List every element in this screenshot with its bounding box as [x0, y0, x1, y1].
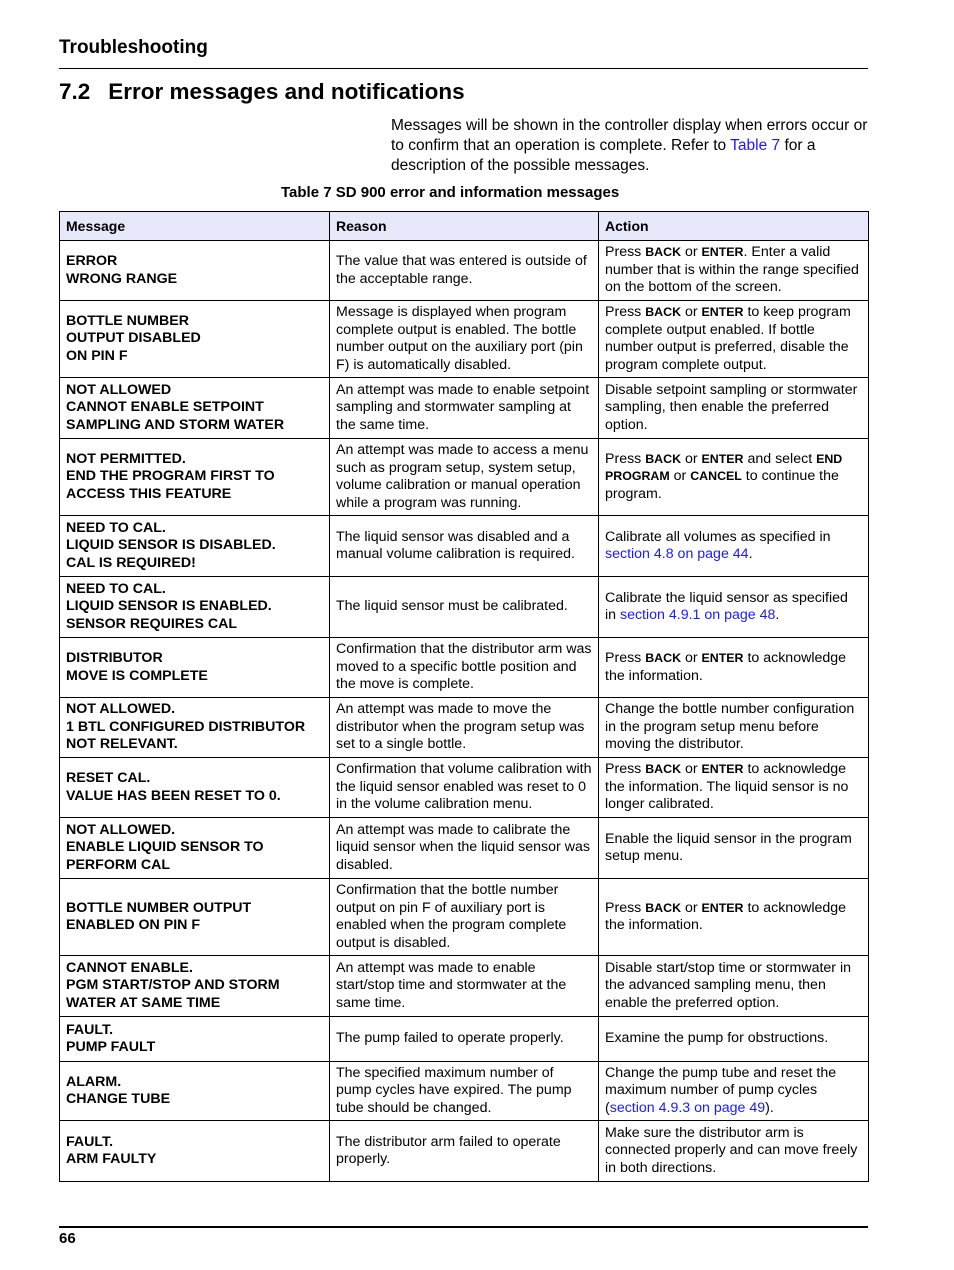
action-text: or [669, 468, 691, 485]
message-line: ERROR [66, 253, 118, 269]
action-text: to acknowledge the information. The liquid sensor is no longer calibrated. [605, 761, 849, 813]
key-label: ENTER [701, 245, 744, 260]
action-text: to acknowledge the information. [605, 899, 847, 933]
action-text: or [681, 450, 702, 467]
key-label: ENTER [701, 305, 744, 319]
section-title: Error messages and notifications [108, 79, 465, 104]
message-line: OUTPUT DISABLED [66, 330, 201, 347]
page-number: 66 [59, 1230, 76, 1247]
message-cell [60, 956, 330, 1017]
table-7-link[interactable]: Table 7 [730, 137, 781, 154]
message-cell [60, 758, 330, 818]
message-line: NOT ALLOWED. [66, 701, 176, 718]
action-text: Press [605, 244, 646, 261]
action-text: to acknowledge the information. [605, 650, 847, 684]
action-text: Make sure the distributor arm is connected properly and can move freely in both directions. [605, 1124, 858, 1176]
footer-divider [59, 1226, 868, 1228]
message-line: PUMP FAULT [66, 1039, 156, 1055]
table-caption: Table 7 SD 900 error and information messages [281, 184, 620, 201]
key-label: BACK [645, 451, 682, 466]
key-label: BACK [645, 651, 682, 665]
message-cell [60, 638, 330, 698]
message-line: END THE PROGRAM FIRST TO ACCESS THIS FEATURE [66, 468, 275, 502]
action-cell [599, 956, 869, 1017]
intro-text-before: Messages will be shown in the controller display when errors occur or to confirm that an operation is complete. Refer to [391, 117, 868, 154]
table-row [60, 1121, 869, 1182]
action-text: or [681, 650, 702, 666]
message-line: WRONG RANGE [66, 270, 178, 287]
key-label: BACK [645, 762, 682, 777]
message-line: LIQUID SENSOR IS DISABLED. [66, 537, 276, 554]
message-cell [60, 439, 330, 516]
action-text: or [681, 899, 702, 916]
message-cell [60, 516, 330, 577]
action-text: ). [765, 1099, 774, 1116]
cross-reference-link[interactable]: section 4.9.1 on page 48 [619, 607, 776, 623]
message-line: NOT ALLOWED [66, 381, 172, 398]
reason-cell: An attempt was made to calibrate the liquid sensor when the liquid sensor was disabled. [330, 818, 599, 879]
action-text: to keep program complete output enabled. If bottle number output is preferred, disable the program complete output. [605, 304, 851, 373]
key-label: CANCEL [690, 469, 742, 484]
column-header-reason: Reason [330, 212, 599, 241]
column-header-action: Action [599, 212, 869, 241]
key-label: BACK [645, 305, 682, 319]
intro-text-after: for a description of the possible messages. [391, 137, 816, 174]
message-line: MOVE IS COMPLETE [66, 667, 208, 684]
message-cell [60, 698, 330, 758]
action-text: Disable setpoint sampling or stormwater sampling, then enable the preferred option. [605, 381, 858, 433]
action-text: Change the bottle number configuration in the program setup menu before moving the distributor. [605, 701, 855, 753]
message-line: RESET CAL. [66, 770, 151, 786]
message-line: ENABLE LIQUID SENSOR TO PERFORM CAL [66, 839, 264, 873]
message-line: LIQUID SENSOR IS ENABLED. SENSOR REQUIRES CAL [66, 598, 272, 632]
action-text: Disable start/stop time or stormwater in the advanced sampling menu, then enable the preferred option. [605, 959, 851, 1011]
key-label: ENTER [701, 451, 744, 466]
reason-cell: The value that was entered is outside of the acceptable range. [330, 241, 599, 301]
reason-cell: The liquid sensor was disabled and a manual volume calibration is required. [330, 516, 599, 577]
key-label: ENTER [701, 762, 744, 777]
action-cell [599, 879, 869, 956]
action-cell [599, 638, 869, 698]
reason-cell: Message is displayed when program complete output is enabled. The bottle number output on the auxiliary port (pin F) is automatically disabled. [330, 301, 599, 378]
action-cell [599, 758, 869, 818]
message-line: BOTTLE NUMBER [66, 312, 189, 329]
action-cell [599, 301, 869, 378]
message-line: BOTTLE NUMBER OUTPUT ENABLED ON PIN F [66, 899, 252, 933]
message-cell [60, 378, 330, 439]
action-text: Press [605, 899, 646, 916]
section-header-title: Troubleshooting [59, 37, 208, 58]
key-label: BACK [645, 900, 682, 915]
action-text: or [681, 304, 702, 320]
key-label: END PROGRAM [605, 451, 843, 484]
action-cell [599, 378, 869, 439]
action-cell [599, 1017, 869, 1062]
message-cell [60, 1062, 330, 1121]
message-line: CANNOT ENABLE. [66, 959, 193, 976]
action-text: and select [743, 450, 817, 467]
message-cell [60, 818, 330, 879]
table-row [60, 516, 869, 577]
action-text: Press [605, 304, 646, 320]
table-row [60, 818, 869, 879]
reason-cell: An attempt was made to enable start/stop time and stormwater at the same time. [330, 956, 599, 1017]
reason-cell: An attempt was made to enable setpoint sampling and stormwater sampling at the same time. [330, 378, 599, 439]
message-cell [60, 1121, 330, 1182]
table-row [60, 1062, 869, 1121]
message-cell [60, 241, 330, 301]
action-cell [599, 241, 869, 301]
message-line: DISTRIBUTOR [66, 650, 163, 666]
action-text: or [681, 761, 702, 778]
reason-cell: Confirmation that volume calibration with the liquid sensor enabled was reset to 0 in the volume calibration menu. [330, 758, 599, 818]
table-row [60, 439, 869, 516]
cross-reference-link[interactable]: section 4.8 on page 44 [605, 546, 749, 562]
table-row [60, 301, 869, 378]
message-cell [60, 577, 330, 638]
action-cell [599, 516, 869, 577]
action-text: Examine the pump for obstructions. [605, 1030, 829, 1047]
key-label: ENTER [701, 651, 744, 665]
key-label: BACK [645, 245, 682, 260]
section-heading [59, 79, 465, 105]
action-cell [599, 1121, 869, 1182]
action-cell [599, 698, 869, 758]
action-cell [599, 1062, 869, 1121]
action-cell [599, 577, 869, 638]
message-line: ON PIN F [66, 347, 128, 364]
table-row [60, 1017, 869, 1062]
message-line: NOT PERMITTED. [66, 450, 186, 467]
message-line: NOT ALLOWED. [66, 821, 176, 838]
table-row [60, 758, 869, 818]
reason-cell: Confirmation that the distributor arm was moved to a specific bottle position and the move is complete. [330, 638, 599, 698]
action-text: . [748, 546, 753, 562]
action-text: Calibrate the liquid sensor as specified in [605, 589, 848, 623]
reason-cell: Confirmation that the bottle number output on pin F of auxiliary port is enabled when the program complete output is disabled. [330, 879, 599, 956]
reason-cell: The distributor arm failed to operate properly. [330, 1121, 599, 1182]
message-line: FAULT. [66, 1021, 114, 1038]
column-header-message: Message [60, 212, 330, 241]
message-line: CANNOT ENABLE SETPOINT SAMPLING AND STORM WATER [66, 399, 285, 433]
error-messages-table [59, 211, 869, 1182]
table-row [60, 698, 869, 758]
action-text: Calibrate all volumes as specified in [605, 528, 831, 545]
reason-cell: The pump failed to operate properly. [330, 1017, 599, 1062]
reason-cell: The liquid sensor must be calibrated. [330, 577, 599, 638]
header-divider [59, 68, 868, 69]
table-row [60, 577, 869, 638]
message-cell [60, 1017, 330, 1062]
message-line: ALARM. [66, 1073, 122, 1090]
reason-cell: The specified maximum number of pump cycles have expired. The pump tube should be changed. [330, 1062, 599, 1121]
action-text: Press [605, 761, 646, 778]
action-text: Press [605, 450, 646, 467]
action-text: Press [605, 650, 646, 666]
message-line: PGM START/STOP AND STORM WATER AT SAME TIME [66, 977, 280, 1011]
reason-cell: An attempt was made to move the distributor when the program setup was set to a single bottle. [330, 698, 599, 758]
message-line: FAULT. [66, 1133, 114, 1150]
message-line: CHANGE TUBE [66, 1091, 171, 1107]
action-text: Change the pump tube and reset the maximum number of pump cycles ( [605, 1064, 837, 1116]
intro-paragraph [391, 116, 868, 176]
table-row [60, 241, 869, 301]
action-text: to continue the program. [605, 468, 839, 502]
message-line: NEED TO CAL. [66, 580, 166, 597]
action-cell [599, 818, 869, 879]
table-row [60, 638, 869, 698]
table-row [60, 378, 869, 439]
table-header-row [60, 212, 869, 241]
message-cell [60, 879, 330, 956]
message-line: VALUE HAS BEEN RESET TO 0. [66, 787, 281, 804]
reason-cell: An attempt was made to access a menu such as program setup, system setup, volume calibration or manual operation while a program was running. [330, 439, 599, 516]
key-label: ENTER [701, 900, 744, 915]
action-cell [599, 439, 869, 516]
message-line: CAL IS REQUIRED! [66, 554, 196, 571]
message-line: NEED TO CAL. [66, 519, 166, 536]
action-text: . Enter a valid number that is within the range specified on the bottom of the screen. [605, 244, 859, 296]
action-text: . [775, 607, 780, 623]
table-row [60, 879, 869, 956]
message-line: ARM FAULTY [66, 1151, 157, 1167]
section-number: 7.2 [59, 79, 91, 104]
message-line: 1 BTL CONFIGURED DISTRIBUTOR NOT RELEVANT. [66, 718, 306, 753]
message-cell [60, 301, 330, 378]
action-text: Enable the liquid sensor in the program setup menu. [605, 830, 852, 864]
table-row [60, 956, 869, 1017]
action-text: or [681, 244, 702, 261]
cross-reference-link[interactable]: section 4.9.3 on page 49 [609, 1099, 766, 1116]
